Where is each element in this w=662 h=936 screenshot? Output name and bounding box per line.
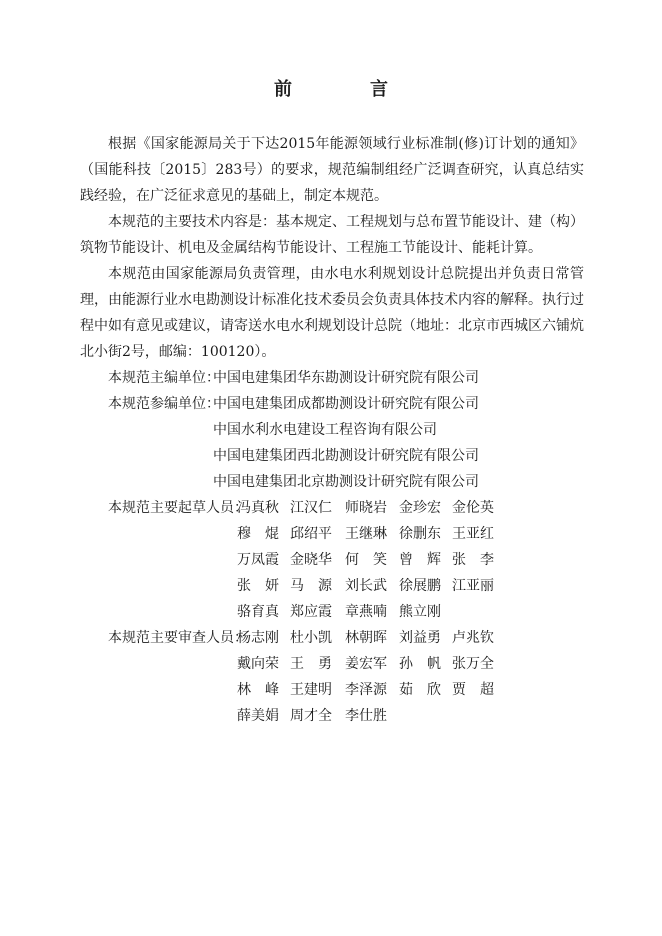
reviewer-name: 林 峰: [237, 682, 279, 698]
reviewer-name: 贾 超: [452, 682, 494, 698]
drafter-name: 金伦英: [452, 500, 494, 516]
drafter-name: 王亚红: [452, 526, 494, 542]
paragraph-management: 本规范由国家能源局负责管理，由水电水利规划设计总院提出并负责日常管理，由能源行业水电勘测设计标准化技术委员会负责具体技术内容的解释。执行过程中如有意见或建议，请寄送水电水利规划设计总院（地址：北京市西城区六铺炕北小街2号，邮编：100120）。: [80, 266, 584, 360]
drafter-name: 张 李: [452, 552, 494, 568]
drafter-name: 徐删东: [399, 526, 441, 542]
chief-editor-unit: 中国电建集团华东勘测设计研究院有限公司: [213, 370, 479, 386]
drafter-name: 江亚丽: [452, 578, 494, 594]
reviewer-name: 李泽源: [345, 682, 387, 698]
participant-unit: 中国电建集团北京勘测设计研究院有限公司: [213, 474, 479, 490]
drafter-name: 师晓岩: [345, 500, 387, 516]
drafter-name: 刘长武: [345, 578, 387, 594]
drafter-name: 穆 焜: [237, 526, 279, 542]
reviewer-name: 茹 欣: [399, 682, 441, 698]
participant-unit: 中国水利水电建设工程咨询有限公司: [213, 422, 437, 438]
drafter-name: 熊立刚: [399, 604, 441, 620]
reviewer-name: 卢兆钦: [452, 630, 494, 646]
reviewer-name: 刘益勇: [399, 630, 441, 646]
drafter-name: 张 妍: [237, 578, 279, 594]
drafter-name: 章燕喃: [345, 604, 387, 620]
drafter-name: 江汉仁: [290, 500, 332, 516]
reviewers-label: 本规范主要审查人员：: [108, 630, 248, 646]
drafter-name: 王继琳: [345, 526, 387, 542]
drafter-name: 金珍宏: [399, 500, 441, 516]
reviewer-name: 王建明: [290, 682, 332, 698]
reviewer-name: 张万全: [452, 656, 494, 672]
reviewer-name: 李仕胜: [345, 708, 387, 724]
reviewer-name: 林朝晖: [345, 630, 387, 646]
reviewer-name: 孙 帆: [399, 656, 441, 672]
drafter-name: 马 源: [290, 578, 332, 594]
chief-editor-label: 本规范主编单位：: [108, 370, 220, 386]
drafter-name: 骆育真: [237, 604, 279, 620]
reviewer-name: 王 勇: [290, 656, 332, 672]
reviewer-name: 杨志刚: [237, 630, 279, 646]
reviewer-name: 戴向荣: [237, 656, 279, 672]
drafter-name: 郑应霞: [290, 604, 332, 620]
drafter-name: 冯真秋: [237, 500, 279, 516]
drafter-name: 万凤霞: [237, 552, 279, 568]
drafter-name: 曾 辉: [399, 552, 441, 568]
drafter-name: 金晓华: [290, 552, 332, 568]
participants-label: 本规范参编单位：: [108, 396, 220, 412]
participant-unit: 中国电建集团成都勘测设计研究院有限公司: [213, 396, 479, 412]
drafter-name: 邱绍平: [290, 526, 332, 542]
reviewer-name: 姜宏军: [345, 656, 387, 672]
drafter-name: 徐展鹏: [399, 578, 441, 594]
participant-unit: 中国电建集团西北勘测设计研究院有限公司: [213, 448, 479, 464]
paragraph-main-content: 本规范的主要技术内容是：基本规定、工程规划与总布置节能设计、建（构）筑物节能设计、机电及金属结构节能设计、工程施工节能设计、能耗计算。: [80, 214, 584, 256]
reviewer-name: 薛美娟: [237, 708, 279, 724]
reviewer-name: 杜小凯: [290, 630, 332, 646]
drafters-label: 本规范主要起草人员：: [108, 500, 248, 516]
paragraph-basis: 根据《国家能源局关于下达2015年能源领域行业标准制(修)订计划的通知》（国能科技〔2015〕283号）的要求，规范编制组经广泛调查研究，认真总结实践经验，在广泛征求意见的基础上，制定本规范。: [80, 136, 584, 204]
page-title: 前 言: [274, 79, 418, 100]
drafter-name: 何 笑: [345, 552, 387, 568]
reviewer-name: 周才全: [290, 708, 332, 724]
